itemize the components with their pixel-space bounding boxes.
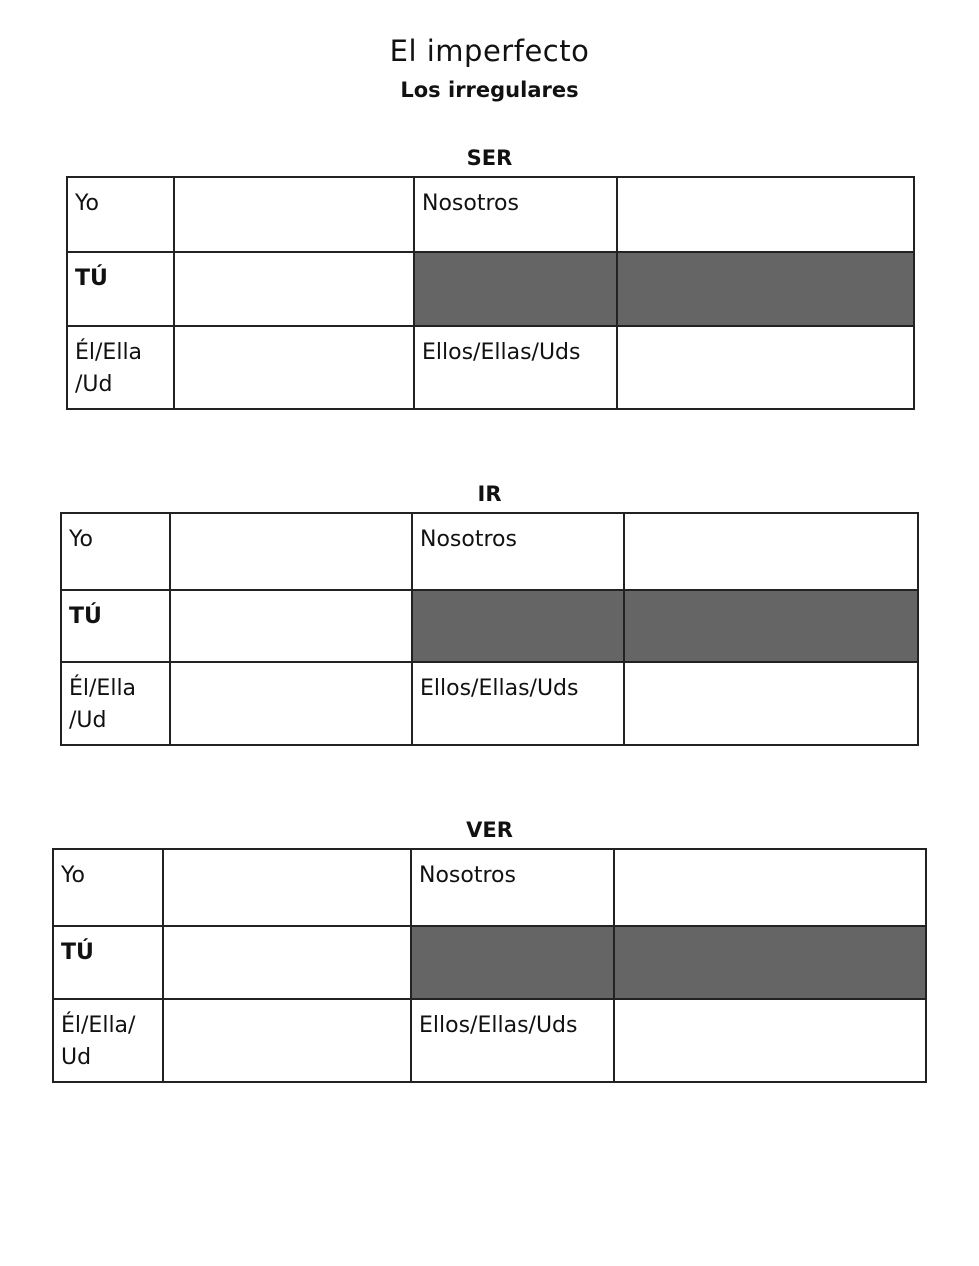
answer-cell-ellos-ellas-uds[interactable] (614, 999, 926, 1082)
answer-cell-yo[interactable] (170, 513, 412, 590)
verb-heading-ser: SER (466, 146, 513, 170)
label-el-ella-ud: Él/Ella /Ud (67, 326, 174, 409)
label-nosotros: Nosotros (412, 513, 624, 590)
label-ellos-ellas-uds: Ellos/Ellas/Uds (412, 662, 624, 745)
answer-cell-nosotros[interactable] (617, 177, 914, 252)
label-tu: TÚ (53, 926, 163, 999)
conjugation-table-ir (60, 512, 919, 746)
answer-cell-nosotros[interactable] (614, 849, 926, 926)
conjugation-table-ver (52, 848, 927, 1083)
label-nosotros: Nosotros (411, 849, 614, 926)
page-subtitle: Los irregulares (400, 78, 579, 102)
label-tu: TÚ (67, 252, 174, 326)
label-yo: Yo (61, 513, 170, 590)
label-ellos-ellas-uds: Ellos/Ellas/Uds (414, 326, 617, 409)
label-el-ella-ud: Él/Ella /Ud (61, 662, 170, 745)
answer-cell-ellos-ellas-uds[interactable] (624, 662, 918, 745)
page-title: El imperfecto (389, 34, 590, 68)
shaded-cell (614, 926, 926, 999)
answer-cell-nosotros[interactable] (624, 513, 918, 590)
label-tu: TÚ (61, 590, 170, 662)
answer-cell-ellos-ellas-uds[interactable] (617, 326, 914, 409)
shaded-cell (412, 590, 624, 662)
answer-cell-tu[interactable] (170, 590, 412, 662)
answer-cell-tu[interactable] (174, 252, 414, 326)
answer-cell-yo[interactable] (174, 177, 414, 252)
shaded-cell (624, 590, 918, 662)
shaded-cell (414, 252, 617, 326)
label-el-ella-ud: Él/Ella/ Ud (53, 999, 163, 1082)
label-ellos-ellas-uds: Ellos/Ellas/Uds (411, 999, 614, 1082)
conjugation-table-ser (66, 176, 915, 410)
verb-heading-ir: IR (477, 482, 502, 506)
answer-cell-el-ella-ud[interactable] (170, 662, 412, 745)
shaded-cell (411, 926, 614, 999)
answer-cell-el-ella-ud[interactable] (163, 999, 411, 1082)
label-nosotros: Nosotros (414, 177, 617, 252)
answer-cell-tu[interactable] (163, 926, 411, 999)
answer-cell-el-ella-ud[interactable] (174, 326, 414, 409)
shaded-cell (617, 252, 914, 326)
label-yo: Yo (53, 849, 163, 926)
label-yo: Yo (67, 177, 174, 252)
verb-heading-ver: VER (466, 818, 513, 842)
answer-cell-yo[interactable] (163, 849, 411, 926)
